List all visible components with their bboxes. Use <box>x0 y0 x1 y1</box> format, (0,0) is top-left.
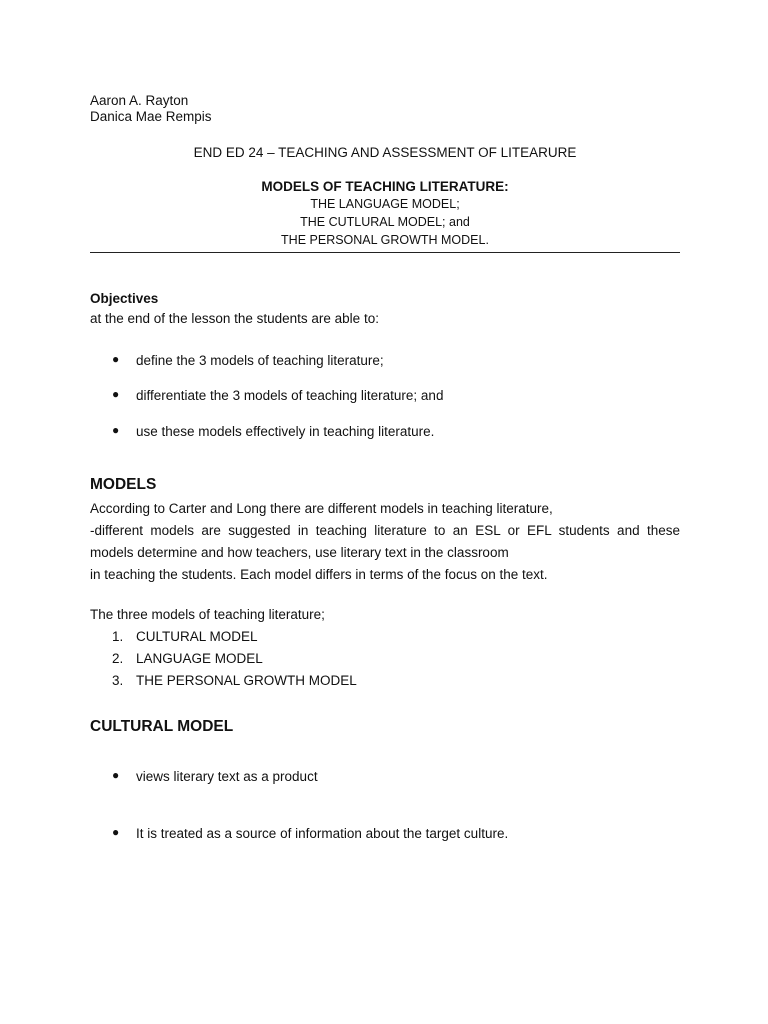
paragraph-line: models determine and how teachers, use literary text in the classroom <box>90 545 509 561</box>
objectives-list <box>90 353 680 440</box>
cultural-model-list <box>90 769 680 842</box>
objectives-heading: Objectives <box>90 290 159 306</box>
list-item <box>90 388 680 404</box>
paragraph-line: in teaching the students. Each model differs in terms of the focus on the text. <box>90 567 548 583</box>
list-item-text: differentiate the 3 models of teaching literature; and <box>136 388 444 404</box>
list-item-text: views literary text as a product <box>136 768 318 784</box>
list-number: 2. <box>112 651 124 667</box>
models-subtitle: THE LANGUAGE MODEL; <box>310 196 460 211</box>
list-item <box>90 769 680 785</box>
paragraph-line: According to Carter and Long there are different models in teaching literature, <box>90 501 553 517</box>
list-item-text: CULTURAL MODEL <box>136 629 258 645</box>
models-subtitle: THE PERSONAL GROWTH MODEL. <box>281 232 489 247</box>
list-number: 1. <box>112 629 124 645</box>
course-title: END ED 24 – TEACHING AND ASSESSMENT OF LITEARURE <box>193 145 577 161</box>
bullet-icon: ● <box>112 352 120 367</box>
list-item-text: use these models effectively in teaching literature. <box>136 423 435 439</box>
list-item-text: THE PERSONAL GROWTH MODEL <box>136 673 357 689</box>
models-numbered-list <box>90 626 680 692</box>
list-item-text: define the 3 models of teaching literature; <box>136 353 384 369</box>
cultural-model-heading: CULTURAL MODEL <box>90 718 234 736</box>
list-item-text: LANGUAGE MODEL <box>136 651 263 667</box>
document-page <box>90 93 680 842</box>
list-item <box>90 424 680 440</box>
list-item <box>90 626 680 648</box>
models-section-heading: MODELS <box>90 475 157 493</box>
list-number: 3. <box>112 673 124 689</box>
list-item <box>90 826 680 842</box>
list-item <box>90 353 680 369</box>
models-subtitle: THE CUTLURAL MODEL; and <box>300 214 470 229</box>
author-name: Danica Mae Rempis <box>90 109 212 125</box>
list-item-text: It is treated as a source of information about the target culture. <box>136 826 509 842</box>
models-heading: MODELS OF TEACHING LITERATURE: <box>261 178 509 194</box>
paragraph-line: -different models are suggested in teaching literature to an ESL or EFL students and these <box>90 523 680 539</box>
list-item <box>90 648 680 670</box>
models-list-intro: The three models of teaching literature; <box>90 607 325 623</box>
bullet-icon: ● <box>112 825 120 840</box>
bullet-icon: ● <box>112 387 120 402</box>
models-paragraph <box>90 498 680 586</box>
list-item <box>90 670 680 692</box>
author-name: Aaron A. Rayton <box>90 93 189 108</box>
bullet-icon: ● <box>112 422 120 437</box>
authors-block <box>90 93 680 125</box>
objectives-intro: at the end of the lesson the students are able to: <box>90 310 379 326</box>
header-divider <box>90 252 680 253</box>
bullet-icon: ● <box>112 767 120 782</box>
